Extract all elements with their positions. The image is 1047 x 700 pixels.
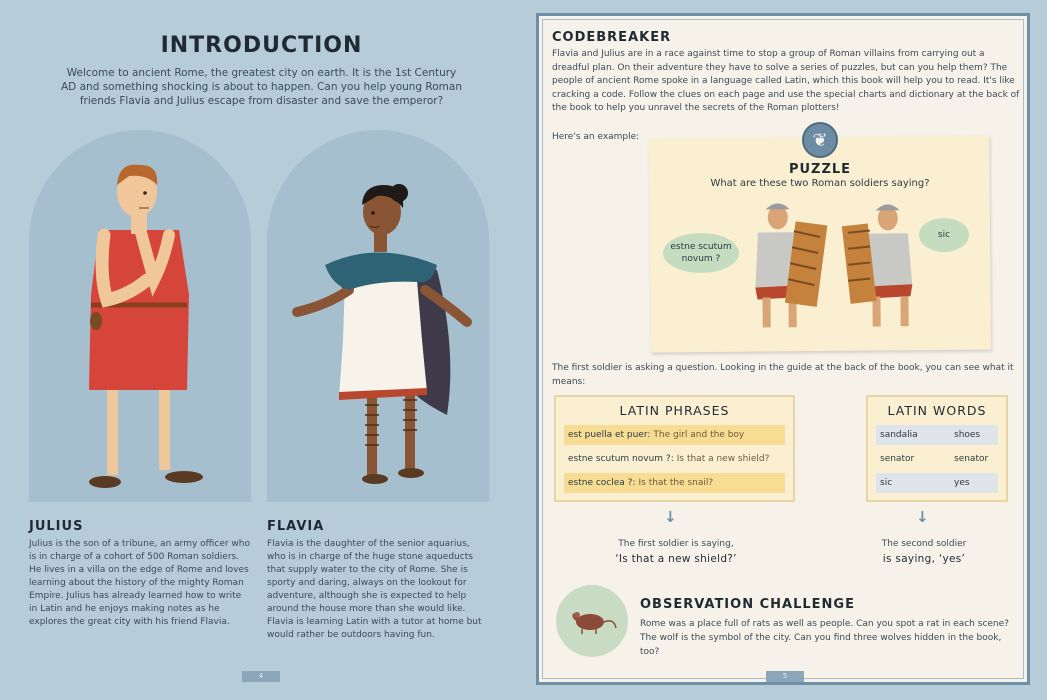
puzzle-title: PUZZLE (788, 162, 852, 177)
codebreaker-text: Flavia and Julius are in a race against time to stop a group of Roman villains from carrying out a dreadful plan. On their adventure they have to solve a series of puzzles, but can you help them? The people of ancient Rome spoke in a language called Latin, which this book will help you to read. It's like cracking a code. Follow the clues on each page and use the special charts and dictionary at the back of the book to help you unravel the secrets of the Roman plotters! (552, 49, 1020, 113)
puzzle-question: What are these two Roman soldiers saying? (710, 178, 930, 189)
flavia-illustration (267, 130, 489, 502)
julius-sandal-left (89, 476, 121, 488)
flavia-dress (339, 280, 427, 398)
helmet-2 (876, 204, 900, 210)
observation-text: Rome was a place full of rats as well as people. Can you spot a rat in each scene? The wolf is the symbol of the city. Can you find three wolves hidden in the book, too? (640, 619, 1009, 657)
flavia-name: FLAVIA (267, 519, 325, 534)
page-number-right: 5 (766, 671, 804, 682)
arrow-down-icon: ↓ (916, 508, 929, 526)
flavia-arm-left (297, 290, 349, 312)
arrow-down-icon: ↓ (664, 508, 677, 526)
explanation-text: The first soldier is asking a question. Looking in the guide at the back of the book, you can see what it means: (552, 363, 1014, 387)
example-label: Here's an example: (552, 132, 640, 142)
word-row: senator senator (880, 454, 989, 464)
julius-name: JULIUS (29, 519, 84, 534)
latin-words-box (866, 395, 1008, 502)
flavia-sandal-right (398, 468, 424, 478)
flavia-description: Flavia is the daughter of the senior aquarius, who is in charge of the huge stone aqueducts that supply water to the city of Rome. She is sporty and daring, always on the lookout for adventure, although she is expected to help around the house more than she would like. Flavia is learning Latin with a tutor at home but would rather be outdoors having fun. (267, 539, 482, 640)
left-page (0, 0, 523, 700)
codebreaker-title: CODEBREAKER (552, 30, 672, 45)
helmet-1 (766, 203, 790, 209)
observation-title: OBSERVATION CHALLENGE (640, 597, 855, 612)
julius-description: Julius is the son of a tribune, an army officer who is in charge of a cohort of 500 Roman soldiers. He lives in a villa on the edge of Rome and loves learning about the history of the mighty Roman Empire. Julius has already learned how to write in Latin and he enjoys making notes as he explores the great city with his friend Flavia. (29, 539, 250, 627)
page-number-left: 4 (242, 671, 280, 682)
phrase-row: est puella et puer: The girl and the boy (564, 425, 785, 445)
right-page (524, 0, 1047, 700)
laurel-medal-icon: ❦ (802, 122, 838, 158)
latin-phrases-title: LATIN PHRASES (619, 403, 730, 418)
julius-pouch (90, 312, 102, 330)
phrase-row: estne scutum novum ?: Is that a new shield? (568, 454, 770, 464)
latin-words-title: LATIN WORDS (887, 403, 987, 418)
flavia-hair-bun (390, 184, 408, 202)
page-title: INTRODUCTION (160, 33, 363, 58)
speech-bubble-left: estne scutum novum ? (663, 233, 739, 273)
julius-illustration (29, 130, 251, 502)
rat-icon (556, 585, 628, 657)
word-row: sandalia shoes (876, 425, 998, 445)
phrase-row: estne coclea ?: Is that the snail? (564, 473, 785, 493)
julius-arch (29, 130, 251, 502)
speech-bubble-right: sic (919, 218, 969, 252)
word-row: sic yes (876, 473, 998, 493)
first-soldier-meaning: The first soldier is saying, ‘Is that a new shield?’ (615, 539, 737, 565)
flavia-sandal-left (362, 474, 388, 484)
flavia-arch (267, 130, 489, 502)
julius-sandal-right (165, 471, 203, 483)
intro-text: Welcome to ancient Rome, the greatest city on earth. It is the 1st Century AD and something shocking is about to happen. Can you help young Roman friends Flavia and Julius escape from disaster and save the emperor? (61, 67, 462, 107)
latin-phrases-box (554, 395, 795, 502)
second-soldier-meaning: The second soldier is saying, ‘yes’ (881, 539, 967, 565)
